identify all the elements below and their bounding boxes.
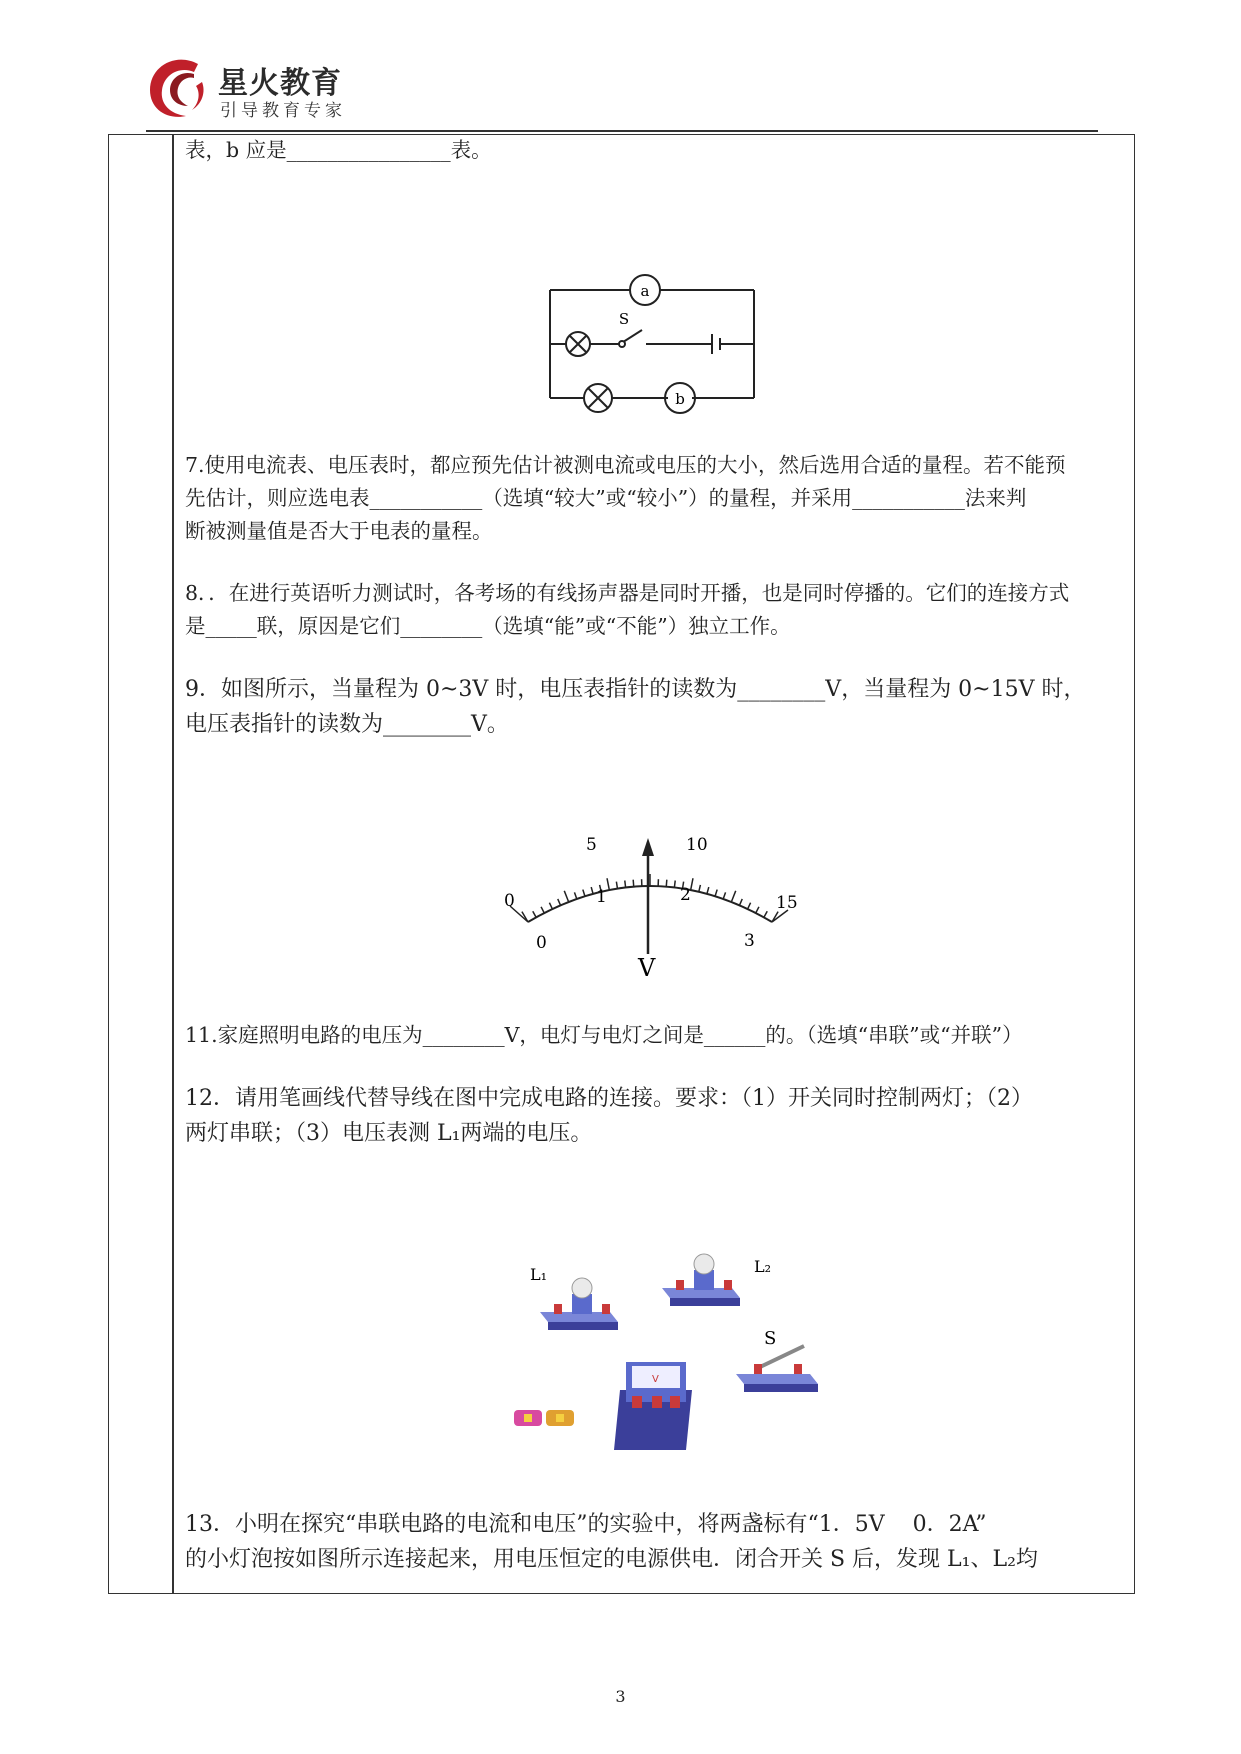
dial-tick xyxy=(541,907,544,913)
dial-tick xyxy=(715,890,717,897)
dial-tick xyxy=(558,899,561,905)
header-rule xyxy=(146,130,1098,132)
dial-tick xyxy=(533,911,536,917)
lamp-l1-label: L₁ xyxy=(530,1265,548,1284)
dial-tick xyxy=(583,890,585,897)
dial-tick xyxy=(549,903,552,909)
voltmeter-label: V xyxy=(652,1374,659,1385)
components-figure-q12 xyxy=(510,1250,830,1450)
dial-tick xyxy=(731,891,735,902)
brand-name: 星火教育 xyxy=(218,66,342,101)
dial-tick xyxy=(707,887,709,894)
dial-tick xyxy=(723,892,725,899)
question-12: 12．请用笔画线代替导线在图中完成电路的连接。要求：（1）开关同时控制两灯；（2） 两灯串联；（3）电压表测 L₁两端的电压。 xyxy=(185,1086,1033,1146)
dial-tick xyxy=(764,911,767,917)
dial-tick xyxy=(633,880,634,887)
question-7: 7.使用电流表、电压表时，都应预先估计被测电流或电压的大小，然后选用合适的量程。若不能预 先估计，则应选电表___________（选填“较大”或“较小”）的量程，并采用___________法来判 断被测量值是否大于电表的量程。 xyxy=(185,453,1066,543)
dial-tick xyxy=(591,887,593,894)
dial-bottom-label: 1 xyxy=(596,887,607,907)
dial-tick xyxy=(691,878,693,890)
dial-tick xyxy=(739,899,742,905)
dial-tick xyxy=(616,882,617,889)
lamp-l2-label: L₂ xyxy=(754,1257,772,1276)
brand-slogan: 引导教育专家 xyxy=(220,101,346,121)
dial-tick xyxy=(699,885,701,892)
question-11: 11.家庭照明电路的电压为________V，电灯与电灯之间是______的。（选填“串联”或“并联”） xyxy=(185,1023,1023,1047)
switch-label: S xyxy=(618,310,630,328)
dial-bottom-label: 0 xyxy=(536,933,547,953)
meter-b-label: b xyxy=(675,390,685,408)
question-13: 13．小明在探究“串联电路的电流和电压”的实验中，将两盏标有“1．5V 0．2A” 的小灯泡按如图所示连接起来，用电压恒定的电源供电．闭合开关 S 后，发现 L₁、L₂均 xyxy=(185,1512,1038,1572)
dial-tick xyxy=(674,880,675,887)
dial-top-label: 0 xyxy=(504,891,515,911)
dial-tick xyxy=(607,878,609,890)
question-9: 9．如图所示，当量程为 0~3V 时，电压表指针的读数为________V，当量程为 0~15V 时， 电压表指针的读数为________V。 xyxy=(185,677,1086,737)
dial-bottom-label: 3 xyxy=(744,931,755,951)
dial-top-label: 5 xyxy=(586,835,597,855)
switch-label: S xyxy=(764,1328,777,1349)
meter-a-label: a xyxy=(640,282,650,300)
page-number: 3 xyxy=(615,1687,626,1706)
battery-icon xyxy=(514,1410,574,1426)
lamp-l1-icon xyxy=(540,1278,618,1330)
lamp-l2-icon xyxy=(662,1254,740,1306)
dial-top-label: 15 xyxy=(776,893,798,913)
flame-logo-icon xyxy=(146,52,218,122)
dial-bottom-label: 2 xyxy=(680,885,691,905)
dial-tick xyxy=(625,880,626,887)
brand-logo xyxy=(146,52,386,122)
dial-tick xyxy=(748,903,751,909)
dial-top-label: 10 xyxy=(686,835,708,855)
dial-unit-label: V xyxy=(638,954,656,980)
dial-tick xyxy=(574,892,576,899)
circuit-diagram-q6 xyxy=(540,268,760,420)
question-6-tail: 表，b 应是________________表。 xyxy=(185,138,492,162)
dial-tick xyxy=(666,880,667,887)
switch-icon xyxy=(736,1346,818,1392)
voltmeter-dial-q9 xyxy=(490,830,810,980)
dial-tick xyxy=(564,891,568,902)
question-8: 8．．在进行英语听力测试时，各考场的有线扬声器是同时开播，也是同时停播的。它们的连接方式 是_____联，原因是它们________（选填“能”或“不能”）独立工作。 xyxy=(185,581,1070,638)
dial-tick xyxy=(756,907,759,913)
table-column-divider xyxy=(172,134,174,1594)
